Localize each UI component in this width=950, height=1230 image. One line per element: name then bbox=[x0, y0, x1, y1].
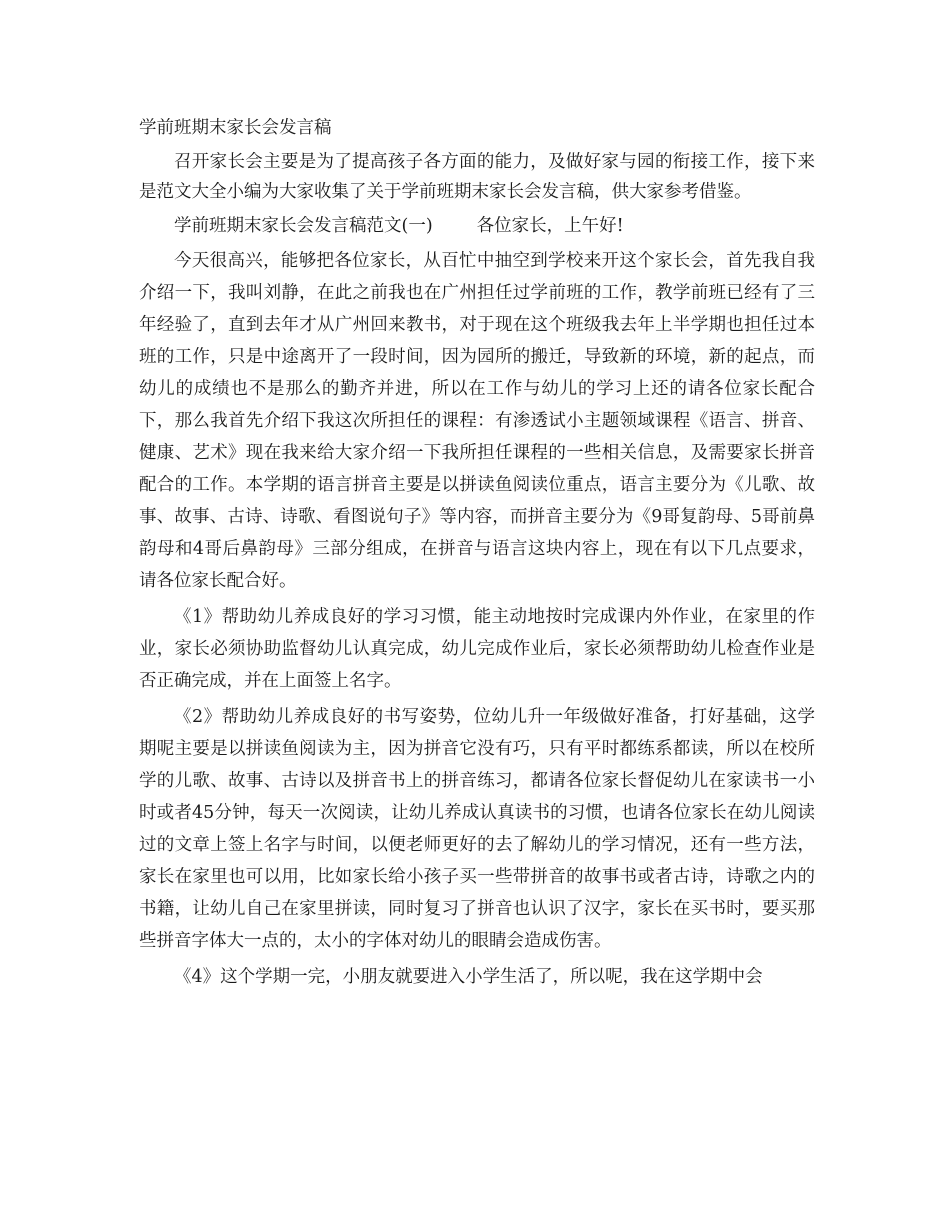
section-heading-line bbox=[139, 211, 815, 241]
intro-paragraph: 召开家长会主要是为了提高孩子各方面的能力，及做好家与园的衔接工作，接下来是范文大全小编为大家收集了关于学前班期末家长会发言稿，供大家参考借鉴。 bbox=[139, 152, 815, 202]
greeting: 各位家长，上午好! bbox=[476, 216, 624, 236]
body-paragraph-3: 《2》帮助幼儿养成良好的书写姿势，位幼儿升一年级做好准备，打好基础，这学期呢主要是以拼读鱼阅读为主，因为拼音它没有巧，只有平时都练系都读，所以在校所学的儿歌、故事、古诗以及拼音书上的拼音练习，都请各位家长督促幼儿在家读书一小时或者45分钟，每天一次阅读，让幼儿养成认真读书的习惯，也请各位家长在幼儿阅读过的文章上签上名字与时间，以便老师更好的去了解幼儿的学习情况，还有一些方法，家长在家里也可以用，比如家长给小孩子买一些带拼音的故事书或者古诗，诗歌之内的书籍，让幼儿自己在家里拼读，同时复习了拼音也认识了汉字，家长在买书时，要买那些拼音字体大一点的，太小的字体对幼儿的眼睛会造成伤害。 bbox=[139, 707, 815, 951]
document-title: 学前班期末家长会发言稿 bbox=[139, 118, 332, 138]
body-paragraph-4: 《4》这个学期一完，小朋友就要进入小学生活了，所以呢，我在这学期中会 bbox=[174, 967, 763, 987]
document-body bbox=[139, 113, 815, 993]
body-paragraph-1: 今天很高兴，能够把各位家长，从百忙中抽空到学校来开这个家长会，首先我自我介绍一下，我叫刘静，在此之前我也在广州担任过学前班的工作，教学前班已经有了三年经验了，直到去年才从广州回来教书，对于现在这个班级我去年上半学期也担任过本班的工作，只是中途离开了一段时间，因为园所的搬迁，导致新的环境，新的起点，而幼儿的成绩也不是那么的勤齐并进，所以在工作与幼儿的学习上还的请各位家长配合下，那么我首先介绍下我这次所担任的课程：有渗透试小主题领域课程《语言、拼音、健康、艺术》现在我来给大家介绍一下我所担任课程的一些相关信息，及需要家长拼音配合的工作。本学期的语言拼音主要是以拼读鱼阅读位重点，语言主要分为《儿歌、故事、故事、古诗、诗歌、看图说句子》等内容，而拼音主要分为《9哥复韵母、5哥前鼻韵母和4哥后鼻韵母》三部分组成，在拼音与语言这块内容上，现在有以下几点要求，请各位家长配合好。 bbox=[139, 251, 815, 591]
section-heading: 学前班期末家长会发言稿范文(一) bbox=[174, 216, 433, 236]
body-paragraph-2: 《1》帮助幼儿养成良好的学习习惯，能主动地按时完成课内外作业，在家里的作业，家长必须协助监督幼儿认真完成，幼儿完成作业后，家长必须帮助幼儿检查作业是否正确完成，并在上面签上名字。 bbox=[139, 607, 815, 691]
